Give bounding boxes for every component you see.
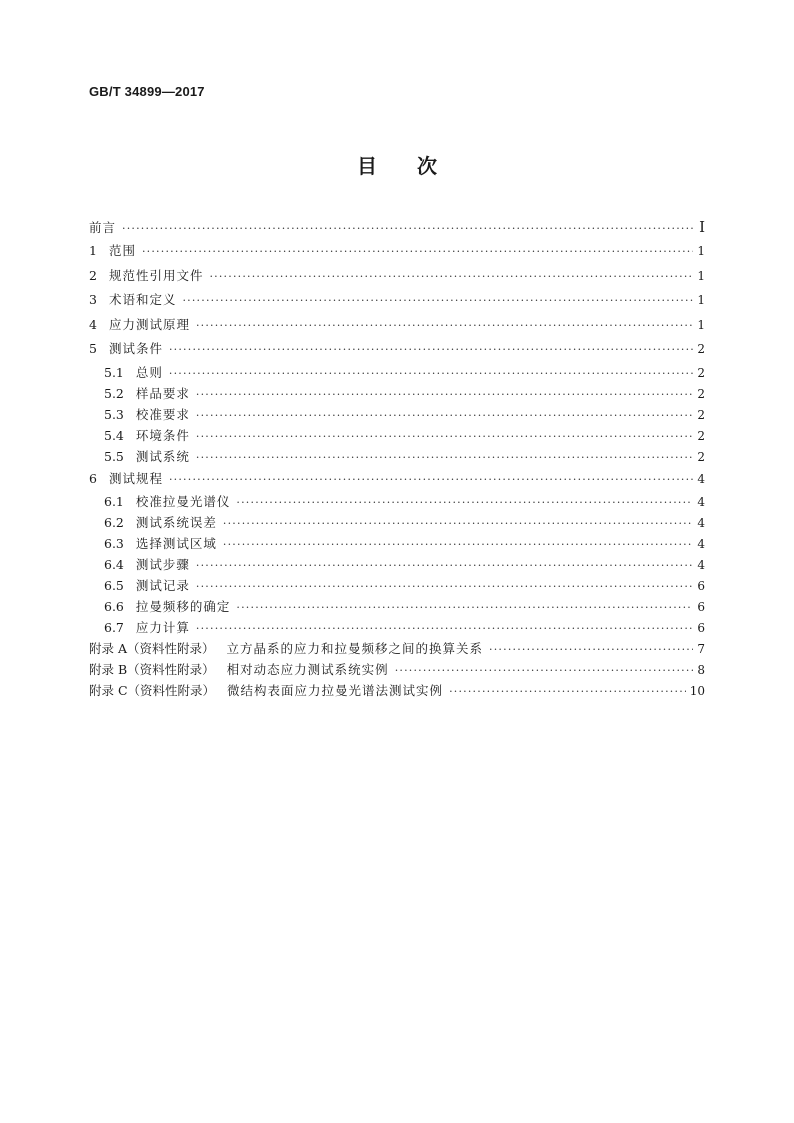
toc-entry-6[interactable] <box>89 467 705 492</box>
toc-entry-page: 8 <box>697 663 705 677</box>
toc-entry-page: I <box>699 218 705 236</box>
toc-entry-page: 2 <box>697 365 705 380</box>
toc-leader-dots <box>223 513 693 534</box>
toc-leader-dots <box>169 338 693 363</box>
toc-entry-number: 6.4 <box>104 557 124 572</box>
toc-entry-number: 6 <box>89 470 97 486</box>
toc-entry-page: 6 <box>697 600 705 614</box>
toc-entry-6-5[interactable] <box>89 575 705 596</box>
toc-entry-label: 测试步骤 <box>135 557 190 572</box>
toc-entry-number: 6.1 <box>104 494 124 509</box>
toc-entry-label: 术语和定义 <box>108 292 177 307</box>
toc-entry-number: 5.1 <box>104 364 124 380</box>
toc-entry-number: 5.5 <box>104 448 124 464</box>
toc-entry-label: 测试规程 <box>108 470 163 486</box>
toc-entry-number: 3 <box>89 292 97 307</box>
toc-entry-number: 2 <box>89 267 97 283</box>
toc-leader-dots <box>169 363 693 384</box>
toc-entry-6-1[interactable] <box>89 491 705 512</box>
toc-entry-number: 6.3 <box>104 536 124 551</box>
toc-entry-label: 环境条件 <box>135 427 190 443</box>
toc-leader-dots <box>196 576 693 597</box>
toc-entry-6-7[interactable] <box>89 617 705 638</box>
toc-entry-label: 微结构表面应力拉曼光谱法测试实例 <box>227 683 444 698</box>
toc-leader-dots <box>395 660 693 681</box>
toc-entry-number: 6.7 <box>104 620 124 635</box>
toc-entry-label: 测试系统 <box>135 448 190 464</box>
toc-entry-5[interactable] <box>89 337 705 362</box>
toc-entry-label: 拉曼频移的确定 <box>135 599 231 614</box>
toc-leader-dots <box>236 597 693 618</box>
toc-leader-dots <box>223 534 693 555</box>
toc-entry-label: 立方晶系的应力和拉曼频移之间的换算关系 <box>226 641 484 656</box>
toc-entry-appendix-a[interactable] <box>89 638 705 659</box>
toc-entry-foreword[interactable] <box>89 215 705 239</box>
toc-entry-number: 4 <box>89 316 97 332</box>
table-of-contents <box>89 215 705 701</box>
toc-entry-5-1[interactable] <box>89 362 705 383</box>
toc-entry-number: 5.3 <box>104 406 124 422</box>
toc-entry-page: 1 <box>697 244 705 258</box>
toc-entry-appendix-c[interactable] <box>89 680 705 701</box>
toc-leader-dots <box>169 468 693 493</box>
toc-entry-number: 6.2 <box>104 515 124 530</box>
toc-entry-1[interactable] <box>89 239 705 264</box>
toc-entry-number: 5.2 <box>104 385 124 401</box>
toc-entry-number: 6.5 <box>104 578 124 593</box>
toc-entry-label: 样品要求 <box>135 385 190 401</box>
toc-entry-5-3[interactable] <box>89 404 705 425</box>
document-code: GB/T 34899—2017 <box>89 84 205 99</box>
toc-leader-dots <box>449 681 686 702</box>
toc-entry-label: 前言 <box>89 220 117 235</box>
toc-leader-dots <box>196 618 693 639</box>
toc-entry-3[interactable] <box>89 288 705 313</box>
toc-entry-label: 校准拉曼光谱仪 <box>135 494 231 509</box>
page-title-part2: 次 <box>417 154 437 178</box>
toc-entry-label: 校准要求 <box>135 406 190 422</box>
toc-entry-label: 选择测试区域 <box>135 536 217 551</box>
toc-entry-page: 2 <box>697 407 705 422</box>
toc-entry-6-4[interactable] <box>89 554 705 575</box>
toc-entry-page: 1 <box>697 317 705 332</box>
toc-entry-number: 1 <box>89 243 97 258</box>
toc-leader-dots <box>209 265 693 290</box>
toc-leader-dots <box>196 555 693 576</box>
toc-leader-dots <box>196 447 693 468</box>
toc-leader-dots <box>489 639 693 660</box>
toc-entry-6-2[interactable] <box>89 512 705 533</box>
toc-leader-dots <box>196 426 693 447</box>
toc-entry-label: 测试条件 <box>108 341 163 356</box>
toc-entry-label: 测试系统误差 <box>135 515 217 530</box>
page-title <box>0 150 794 179</box>
toc-entry-label: 范围 <box>108 243 136 258</box>
toc-leader-dots <box>236 492 693 513</box>
toc-entry-number: 附录 C（资料性附录） <box>89 683 216 698</box>
toc-entry-number: 6.6 <box>104 599 124 614</box>
toc-leader-dots <box>196 405 693 426</box>
toc-entry-page: 2 <box>697 342 705 356</box>
toc-entry-2[interactable] <box>89 264 705 289</box>
toc-entry-4[interactable] <box>89 313 705 338</box>
toc-entry-6-6[interactable] <box>89 596 705 617</box>
toc-entry-page: 2 <box>697 428 705 443</box>
toc-entry-5-4[interactable] <box>89 425 705 446</box>
toc-entry-page: 10 <box>689 684 705 698</box>
toc-entry-appendix-b[interactable] <box>89 659 705 680</box>
toc-entry-6-3[interactable] <box>89 533 705 554</box>
toc-leader-dots <box>142 240 693 265</box>
toc-entry-label: 测试记录 <box>135 578 190 593</box>
toc-entry-page: 4 <box>697 537 705 551</box>
toc-entry-page: 1 <box>697 293 705 307</box>
toc-entry-page: 4 <box>697 516 705 530</box>
toc-leader-dots <box>182 289 693 314</box>
toc-entry-label: 应力测试原理 <box>108 316 190 332</box>
toc-entry-page: 4 <box>697 495 705 509</box>
toc-entry-page: 4 <box>697 471 705 486</box>
toc-entry-label: 应力计算 <box>135 620 190 635</box>
toc-entry-page: 4 <box>697 558 705 572</box>
toc-entry-page: 7 <box>697 642 705 656</box>
toc-leader-dots <box>196 314 693 339</box>
toc-entry-label: 总则 <box>135 364 163 380</box>
toc-entry-5-5[interactable] <box>89 446 705 467</box>
toc-entry-number: 5.4 <box>104 427 124 443</box>
page-title-part1: 目 <box>357 154 377 178</box>
toc-entry-5-2[interactable] <box>89 383 705 404</box>
toc-entry-page: 1 <box>697 268 705 283</box>
toc-leader-dots <box>196 384 693 405</box>
toc-entry-number: 附录 A（资料性附录） <box>89 641 215 656</box>
toc-entry-label: 相对动态应力测试系统实例 <box>226 662 389 677</box>
toc-entry-number: 5 <box>89 341 97 356</box>
toc-entry-number: 附录 B（资料性附录） <box>89 662 215 677</box>
toc-entry-page: 2 <box>697 386 705 401</box>
toc-entry-page: 2 <box>697 449 705 464</box>
toc-entry-page: 6 <box>697 621 705 635</box>
toc-entry-page: 6 <box>697 579 705 593</box>
toc-entry-label: 规范性引用文件 <box>108 267 204 283</box>
toc-leader-dots <box>122 217 693 241</box>
